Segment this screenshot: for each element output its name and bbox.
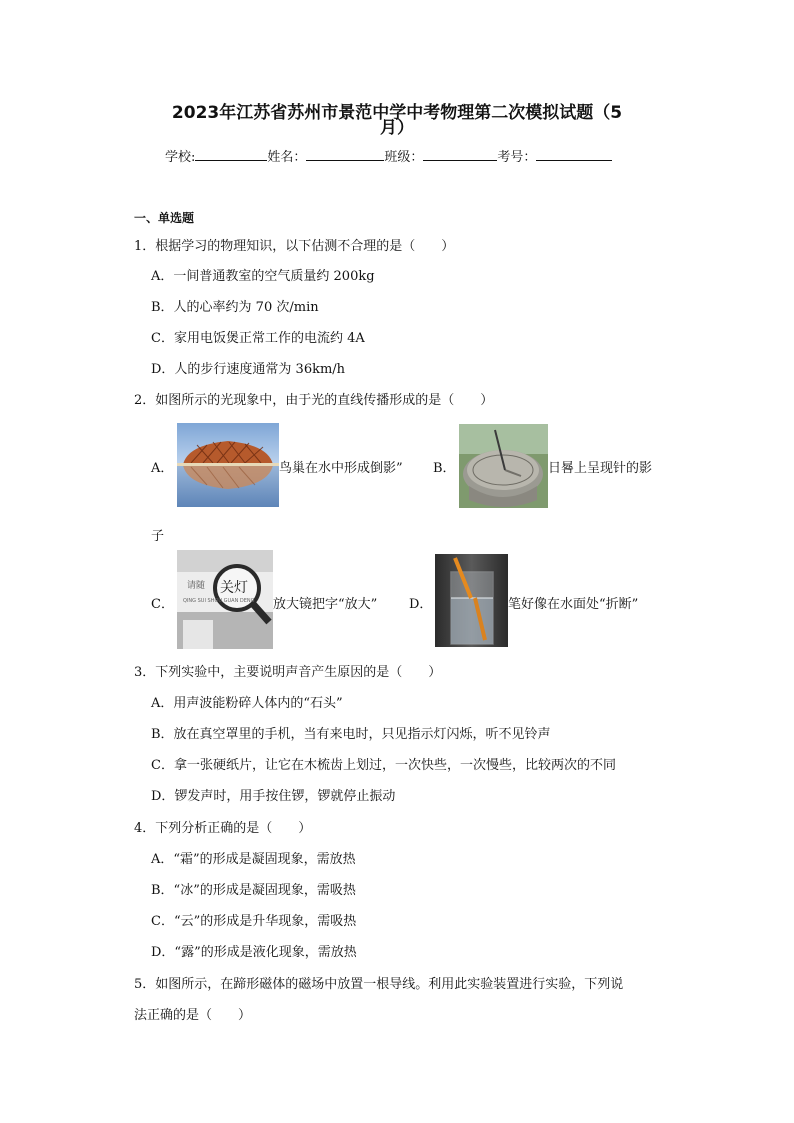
class-label: 班级： — [384, 150, 424, 165]
school-blank[interactable] — [195, 148, 267, 161]
q5-stem-line1: 5．如图所示，在蹄形磁体的磁场中放置一根导线。利用此实验装置进行实验，下列说 — [134, 977, 624, 992]
q4-option-b: B．“冰”的形成是凝固现象，需吸热 — [151, 883, 356, 898]
q3-option-b: B．放在真空罩里的手机，当有来电时，只见指示灯闪烁，听不见铃声 — [151, 727, 551, 742]
name-blank[interactable] — [306, 148, 384, 161]
q1-option-d: D．人的步行速度通常为 36km/h — [151, 362, 346, 377]
class-blank[interactable] — [423, 148, 497, 161]
q2-option-a-label: A． — [151, 461, 174, 476]
sundial-image — [459, 424, 548, 508]
page-title-line1: 2023年江苏省苏州市景范中学中考物理第二次模拟试题（5 — [171, 103, 623, 123]
q1-stem: 1．根据学习的物理知识，以下估测不合理的是（ ） — [134, 239, 455, 254]
page-title-line2: 月） — [380, 118, 414, 138]
section-title: 一、单选题 — [134, 211, 195, 225]
q2-stem: 2．如图所示的光现象中，由于光的直线传播形成的是（ ） — [134, 393, 494, 408]
q3-option-c: C．拿一张硬纸片，让它在木梳齿上划过，一次快些，一次慢些，比较两次的不同 — [151, 758, 616, 773]
svg-text:QING SUI SHOU GUAN DENG: QING SUI SHOU GUAN DENG — [183, 598, 255, 604]
q1-option-b: B．人的心率约为 70 次/min — [151, 300, 319, 315]
q4-option-d: D．“露”的形成是液化现象，需放热 — [151, 945, 357, 960]
q1-option-c: C．家用电饭煲正常工作的电流约 4A — [151, 331, 365, 346]
student-info-line — [165, 146, 612, 165]
q4-option-a: A．“霜”的形成是凝固现象，需放热 — [151, 852, 356, 867]
q1-option-a: A．一间普通教室的空气质量约 200kg — [151, 269, 375, 284]
birds-nest-reflection-image — [177, 423, 279, 507]
q2-option-b-label: B． — [433, 461, 456, 476]
q2-option-b-text: 日晷上呈现针的影 — [548, 461, 653, 476]
q2-option-a-text: 鸟巢在水中形成倒影” — [279, 461, 403, 476]
school-label: 学校: — [165, 150, 196, 165]
magnifier-image — [177, 550, 273, 649]
q2-option-c-text: 放大镜把字“放大” — [273, 597, 378, 612]
number-label: 考号： — [497, 150, 537, 165]
pencil-in-water-image — [435, 554, 508, 647]
q4-option-c: C．“云”的形成是升华现象，需吸热 — [151, 914, 357, 929]
q2-option-d-text: 笔好像在水面处“折断” — [508, 597, 639, 612]
q4-stem: 4．下列分析正确的是（ ） — [134, 821, 312, 836]
q3-stem: 3．下列实验中，主要说明声音产生原因的是（ ） — [134, 665, 442, 680]
svg-text:请随: 请随 — [187, 581, 206, 591]
q5-stem-line2: 法正确的是（ ） — [134, 1008, 252, 1023]
q2-option-c-label: C． — [151, 597, 174, 612]
magnified-sign-text: 关灯 — [220, 580, 248, 596]
q3-option-a: A．用声波能粉碎人体内的“石头” — [151, 696, 343, 711]
name-label: 姓名： — [267, 150, 307, 165]
q2-option-b-continuation: 子 — [151, 529, 165, 544]
number-blank[interactable] — [536, 148, 612, 161]
q3-option-d: D．锣发声时，用手按住锣，锣就停止振动 — [151, 789, 396, 804]
q2-option-d-label: D． — [409, 597, 433, 612]
